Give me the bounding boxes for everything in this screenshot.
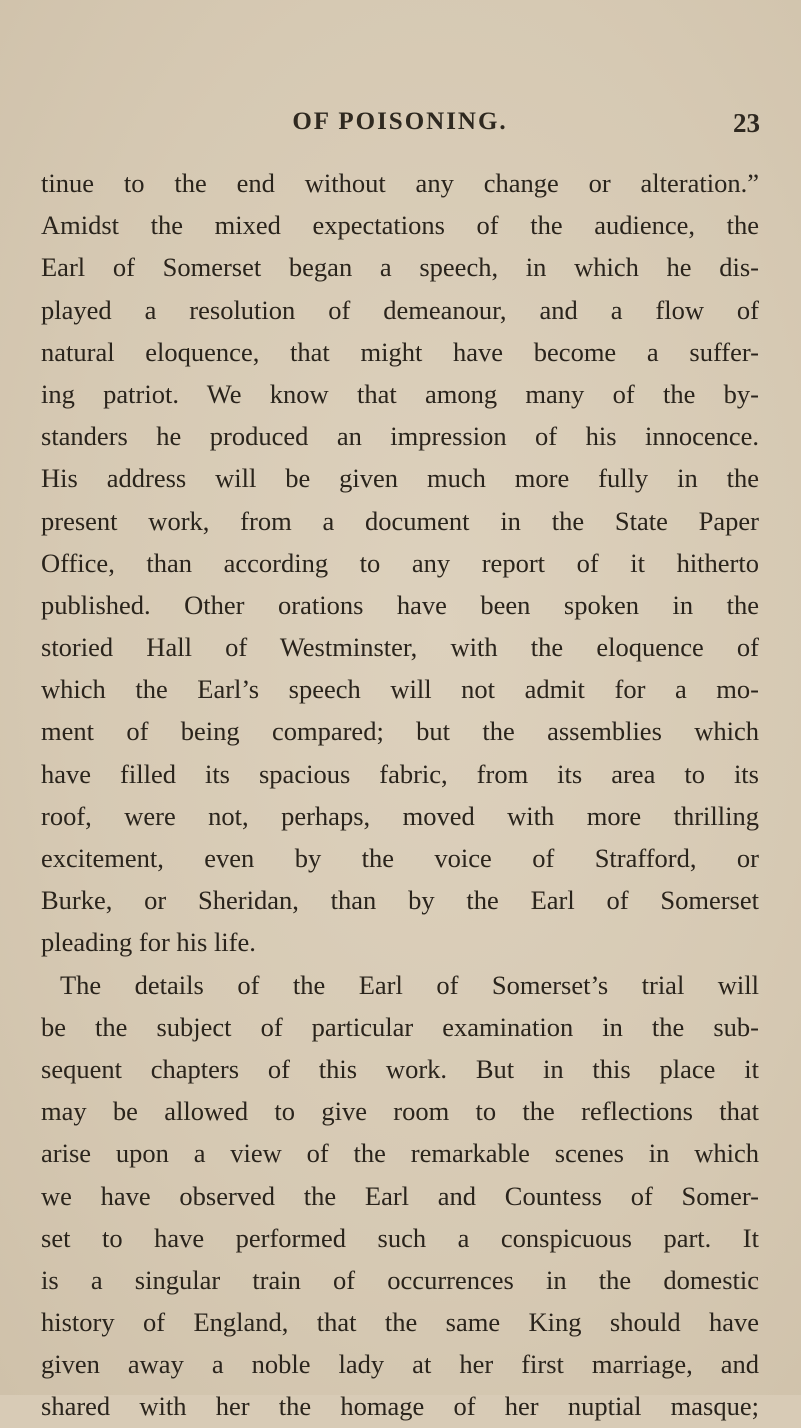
text-line: played a resolution of demeanour, and a flow of: [41, 294, 759, 325]
text-line: present work, from a document in the State Paper: [41, 505, 759, 536]
text-line: storied Hall of Westminster, with the eloquence of: [41, 632, 759, 663]
text-line: sequent chapters of this work. But in this place it: [41, 1053, 759, 1084]
text-line: Burke, or Sheridan, than by the Earl of Somerset: [41, 885, 759, 916]
running-title: OF POISONING.: [292, 108, 508, 135]
text-line: natural eloquence, that might have become a suffer-: [41, 336, 759, 367]
text-line: have filled its spacious fabric, from its area to its: [41, 758, 759, 789]
text-line: set to have performed such a conspicuous part. It: [41, 1222, 759, 1253]
text-line: may be allowed to give room to the reflections that: [41, 1096, 759, 1127]
text-line: published. Other orations have been spoken in the: [41, 589, 759, 620]
text-line: roof, were not, perhaps, moved with more thrilling: [41, 800, 759, 831]
text-line: be the subject of particular examination in the sub-: [41, 1011, 759, 1042]
body-text: [41, 162, 759, 1428]
text-line: shared with her the homage of her nuptial masque;: [41, 1391, 759, 1422]
text-line: tinue to the end without any change or alteration.”: [41, 168, 759, 198]
text-line: Earl of Somerset began a speech, in which he dis-: [41, 252, 759, 283]
text-line: Office, than according to any report of it hitherto: [41, 547, 759, 578]
text-line: history of England, that the same King should have: [41, 1307, 759, 1338]
paragraph-start-line: The details of the Earl of Somerset’s trial will: [60, 969, 759, 1000]
text-line: is a singular train of occurrences in the domestic: [41, 1264, 759, 1295]
text-line: given away a noble lady at her first marriage, and: [41, 1349, 759, 1380]
paragraph-end-line: pleading for his life.: [41, 927, 256, 958]
running-head: [40, 108, 760, 148]
text-line: which the Earl’s speech will not admit for a mo-: [41, 674, 759, 705]
text-line: Amidst the mixed expectations of the audience, the: [41, 210, 759, 241]
text-line: arise upon a view of the remarkable scenes in which: [41, 1138, 759, 1169]
text-line: ing patriot. We know that among many of the by-: [41, 378, 759, 409]
text-line: His address will be given much more fully in the: [41, 463, 759, 494]
page-number: 23: [733, 108, 760, 138]
text-line: we have observed the Earl and Countess of Somer-: [41, 1180, 759, 1211]
text-line: standers he produced an impression of his innocence.: [41, 421, 759, 452]
text-line: ment of being compared; but the assemblies which: [41, 716, 759, 747]
text-line: excitement, even by the voice of Strafford, or: [41, 843, 759, 873]
